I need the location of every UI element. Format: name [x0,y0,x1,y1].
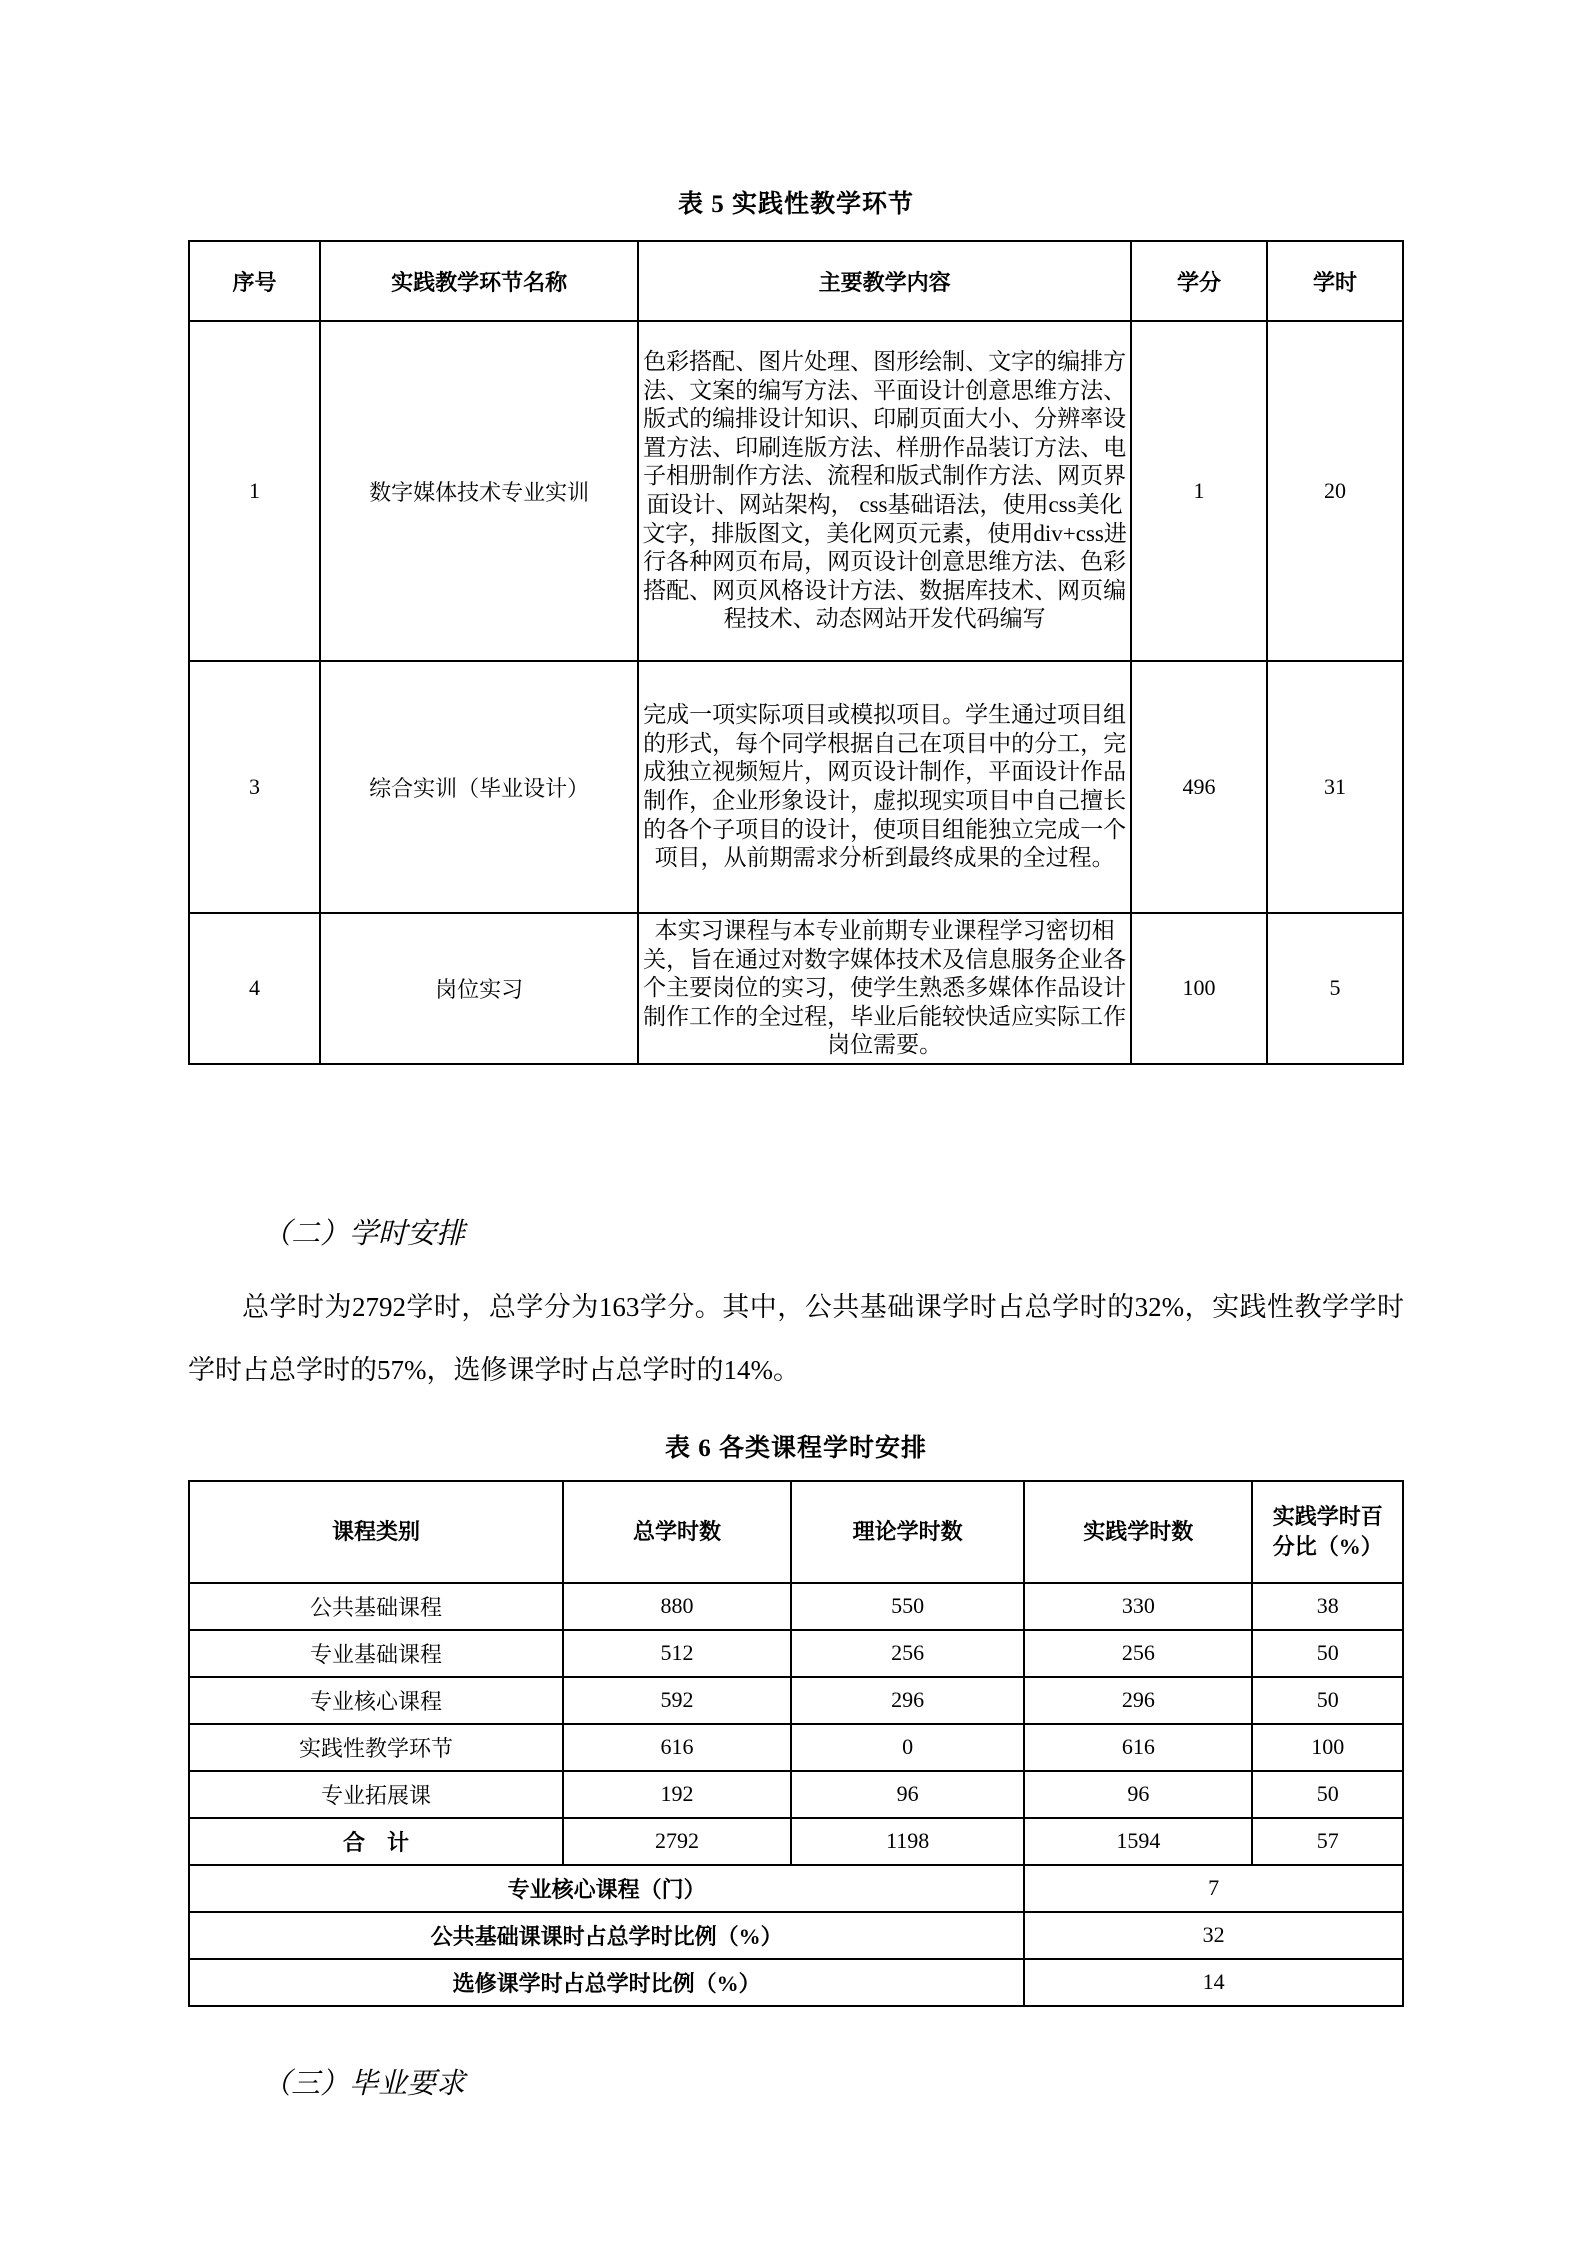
table6-cell-practice: 616 [1024,1724,1252,1771]
table6-course-hours [188,1480,1404,2007]
table5-cell-no: 4 [189,913,320,1064]
table6-cell-category: 专业核心课程 [189,1677,563,1724]
table6-cell-total: 880 [563,1583,791,1630]
table6-cell-percent: 100 [1252,1724,1403,1771]
table6-summary-row [189,1912,1403,1959]
table6-cell-category: 公共基础课程 [189,1583,563,1630]
table6-total-row [189,1818,1403,1865]
table6-cell-category: 专业拓展课 [189,1771,563,1818]
table5-header-credits: 学分 [1131,241,1267,321]
table6-cell-practice: 330 [1024,1583,1252,1630]
table6-cell-theory: 256 [791,1630,1024,1677]
table5-cell-hours: 20 [1267,321,1403,661]
table6-summary-label: 公共基础课课时占总学时比例（%） [189,1912,1024,1959]
table5-header-content: 主要教学内容 [638,241,1131,321]
table6-cell-percent: 50 [1252,1677,1403,1724]
table6-header-category: 课程类别 [189,1481,563,1583]
table6-cell-category: 专业基础课程 [189,1630,563,1677]
table6-cell-practice: 256 [1024,1630,1252,1677]
table5-header-no: 序号 [189,241,320,321]
table6-cell-practice: 1594 [1024,1818,1252,1865]
table6-summary-label: 专业核心课程（门） [189,1865,1024,1912]
table5-cell-no: 3 [189,661,320,913]
table5-cell-credits: 496 [1131,661,1267,913]
table6-cell-percent: 50 [1252,1771,1403,1818]
table5-cell-content: 本实习课程与本专业前期专业课程学习密切相关，旨在通过对数字媒体技术及信息服务企业各个主要岗位的实习，使学生熟悉多媒体作品设计制作工作的全过程，毕业后能较快适应实际工作岗位需要。 [638,913,1131,1064]
table6-header-practice: 实践学时数 [1024,1481,1252,1583]
table6-cell-percent: 50 [1252,1630,1403,1677]
table6-cell-theory: 96 [791,1771,1024,1818]
table6-cell-percent: 57 [1252,1818,1403,1865]
table6-cell-total: 192 [563,1771,791,1818]
table6-row [189,1677,1403,1724]
table6-summary-row [189,1959,1403,2006]
table5-title: 表 5 实践性教学环节 [677,191,914,218]
table6-cell-percent: 38 [1252,1583,1403,1630]
table6-row [189,1724,1403,1771]
table5-cell-name: 岗位实习 [320,913,638,1064]
table6-header-total: 总学时数 [563,1481,791,1583]
table5-cell-hours: 31 [1267,661,1403,913]
section-heading-hours-arrangement: （二）学时安排 [262,1217,466,1250]
table6-cell-practice: 296 [1024,1677,1252,1724]
table5-header-row [189,241,1403,321]
table6-summary-row [189,1865,1403,1912]
table6-header-row [189,1481,1403,1583]
table5-header-name: 实践教学环节名称 [320,241,638,321]
table6-cell-theory: 550 [791,1583,1024,1630]
table6-header-percent: 实践学时百分比（%） [1252,1481,1403,1583]
table6-cell-theory: 296 [791,1677,1024,1724]
table6-cell-theory: 1198 [791,1818,1024,1865]
table6-summary-value: 32 [1024,1912,1403,1959]
table5-cell-name: 综合实训（毕业设计） [320,661,638,913]
table5-cell-credits: 1 [1131,321,1267,661]
table6-cell-category-total: 合 计 [189,1818,563,1865]
table6-title: 表 6 各类课程学时安排 [664,1434,927,1462]
table6-summary-value: 7 [1024,1865,1403,1912]
table5-cell-credits: 100 [1131,913,1267,1064]
table6-row [189,1630,1403,1677]
section-heading-graduation-requirements: （三）毕业要求 [262,2067,466,2100]
table5-header-hours: 学时 [1267,241,1403,321]
table6-header-theory: 理论学时数 [791,1481,1024,1583]
table6-row [189,1771,1403,1818]
table6-summary-label: 选修课学时占总学时比例（%） [189,1959,1024,2006]
table6-cell-theory: 0 [791,1724,1024,1771]
table5-row [189,321,1403,661]
table5-row [189,661,1403,913]
table6-row [189,1583,1403,1630]
table5-practical-teaching [188,240,1404,1065]
table6-cell-practice: 96 [1024,1771,1252,1818]
table5-cell-content: 色彩搭配、图片处理、图形绘制、文字的编排方法、文案的编写方法、平面设计创意思维方法、版式的编排设计知识、印刷页面大小、分辨率设置方法、印刷连版方法、样册作品装订方法、电子相册制作方法、流程和版式制作方法、网页界面设计、网站架构， css基础语法，使用css美化文字，排版图文，美化网页元素，使用div+css进行各种网页布局，网页设计创意思维方法、色彩搭配、网页风格设计方法、数据库技术、网页编程技术、动态网站开发代码编写 [638,321,1131,661]
hours-summary-paragraph: 总学时为2792学时，总学分为163学分。其中，公共基础课学时占总学时的32%，实践性教学学时学时占总学时的57%，选修课学时占总学时的14%。 [188,1291,1404,1385]
table6-cell-total: 2792 [563,1818,791,1865]
table6-cell-category: 实践性教学环节 [189,1724,563,1771]
table5-cell-no: 1 [189,321,320,661]
table6-summary-value: 14 [1024,1959,1403,2006]
table6-cell-total: 616 [563,1724,791,1771]
table5-cell-hours: 5 [1267,913,1403,1064]
document-page [188,0,1404,2102]
table5-cell-name: 数字媒体技术专业实训 [320,321,638,661]
table5-cell-content: 完成一项实际项目或模拟项目。学生通过项目组的形式，每个同学根据自己在项目中的分工，完成独立视频短片，网页设计制作，平面设计作品制作，企业形象设计，虚拟现实项目中自己擅长的各个子项目的设计，使项目组能独立完成一个项目，从前期需求分析到最终成果的全过程。 [638,661,1131,913]
table6-cell-total: 512 [563,1630,791,1677]
table5-row [189,913,1403,1064]
table6-cell-total: 592 [563,1677,791,1724]
